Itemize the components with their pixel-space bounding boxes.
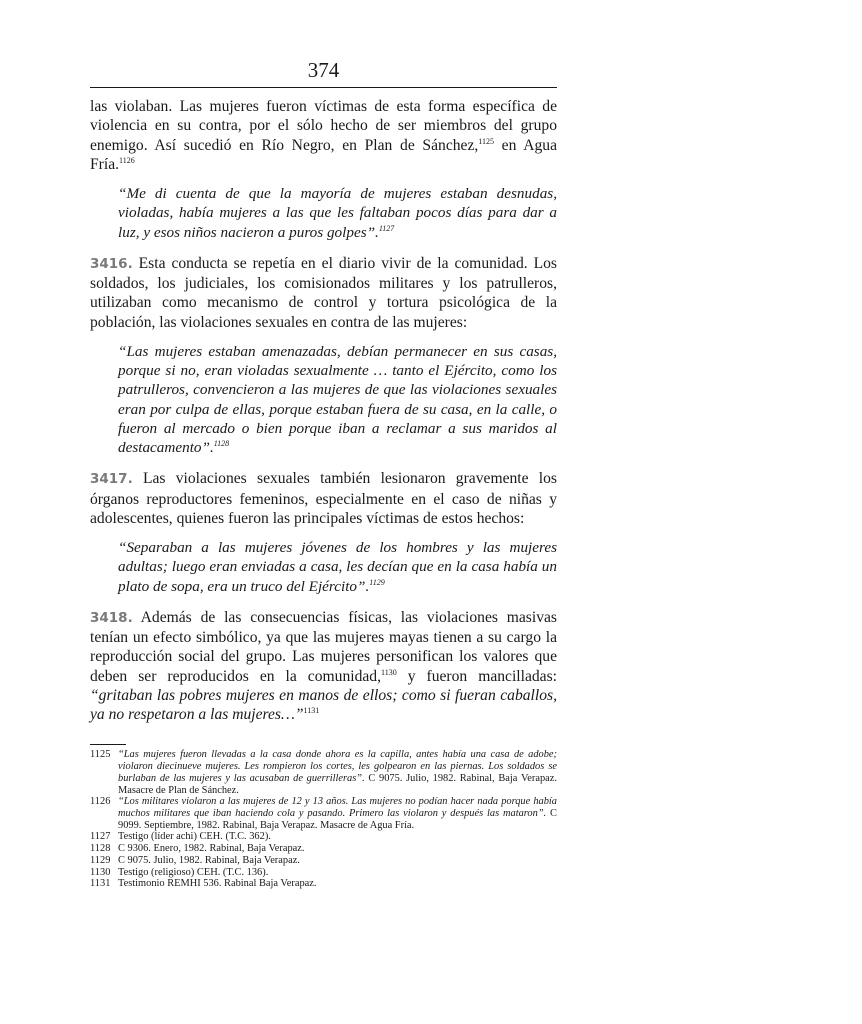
footnote-source: C 9075. Julio, 1982. Rabinal, Baja Verapaz. Masacre de Plan de Sánchez. (118, 772, 557, 796)
footnote-item (90, 796, 557, 831)
footnote-number: 1126 (90, 796, 111, 808)
paragraph-number: 3418. (90, 609, 133, 626)
footnote-rule (90, 744, 126, 745)
footnote-source: C 9099. Septiembre, 1982. Rabinal, Baja Verapaz. Masacre de Agua Fría. (118, 808, 557, 831)
footnote-number: 1130 (90, 866, 111, 878)
footnote-quote: “Las mujeres fueron llevadas a la casa donde ahora es la capilla, antes había una casa de adobe; violaron diecinueve mujeres. Les rompieron los cortes, les golpearon en las piernas. Los soldados se burlaban de las mujeres y las acusaban de guerrilleras”. (118, 749, 557, 784)
page-number: 374 (307, 58, 340, 82)
footnote-item (90, 867, 557, 879)
footnote-quote: “Los militares violaron a las mujeres de 12 y 13 años. Las mujeres no podían hacer nada porque había muchos militares que iban haciendo cola y pasando. Primero las violaron y después las mataron”. (118, 796, 557, 819)
quote-text: “Las mujeres estaban amenazadas, debían permanecer en sus casas, porque si no, eran violadas sexualmente … tanto el Ejército, como los patrulleros, convencieron a las mujeres de que las violaciones sexuales eran por culpa de ellas, porque estaban fuera de su casa, en la calle, o fueron al mercado o bien porque iban a reclamar a sus maridos al destacamento”. (118, 342, 557, 456)
footnote-item (90, 878, 557, 890)
footnote-text: Testimonio REMHI 536. Rabinal Baja Verapaz. (118, 878, 317, 890)
paragraph-3417 (90, 469, 557, 528)
inline-quote: “gritaban las pobres mujeres en manos de ellos; como si fueran caballos, ya no respetaron a las mujeres…” (90, 686, 557, 724)
header-rule (90, 87, 557, 88)
footnote-number: 1129 (90, 854, 111, 866)
paragraph-number: 3416. (90, 255, 133, 272)
footnote-number: 1131 (90, 878, 111, 890)
footnote-text: Testigo (líder achi) CEH. (T.C. 362). (118, 831, 271, 843)
footnote-ref[interactable]: 1126 (119, 155, 135, 165)
paragraph-text-mid: y fueron mancilladas: (396, 667, 558, 685)
paragraph-text: Las violaciones sexuales también lesionaron gravemente los órganos reproductores femeninos, especialmente en el caso de niñas y adolescentes, quienes fueron las principales víctimas de estos hechos: (90, 470, 557, 527)
quote-text: “Separaban a las mujeres jóvenes de los hombres y las mujeres adultas; luego eran enviadas a casa, les decían que en la casa había un plato de sopa, era un truco del Ejército”. (118, 539, 557, 595)
footnote-text: C 9306. Enero, 1982. Rabinal, Baja Verapaz. (118, 843, 305, 855)
footnote-item (90, 843, 557, 855)
paragraph-3416 (90, 254, 557, 332)
footnote-item (90, 749, 557, 796)
intro-text: las violaban. Las mujeres fueron víctimas de esta forma específica de violencia en su contra, por el sólo hecho de ser miembros del grupo enemigo. Así sucedió en Río Negro, en Plan de Sánchez, (90, 98, 557, 154)
paragraph-number: 3417. (90, 471, 133, 488)
testimony-quote-1 (118, 184, 557, 242)
footnote-ref[interactable]: 1125 (478, 136, 494, 146)
footnote-ref[interactable]: 1130 (381, 667, 397, 677)
footnote-item (90, 831, 557, 843)
paragraph-text: Además de las consecuencias físicas, las violaciones masivas tenían un efecto simbólico, ya que las mujeres mayas tienen a su cargo la reproducción social del grupo. Las mujeres personifican los valores que deben ser reproducidos en la comunidad, (90, 608, 557, 685)
footnote-item (90, 855, 557, 867)
quote-text: “Me di cuenta de que la mayoría de mujeres estaban desnudas, violadas, había mujeres a las que les faltaban pocos días para dar a luz, y esos niños nacieron a puros golpes”. (118, 185, 557, 241)
footnote-text: C 9075. Julio, 1982. Rabinal, Baja Verapaz. (118, 854, 300, 866)
paragraph-text: Esta conducta se repetía en el diario vivir de la comunidad. Los soldados, los judiciales, los comisionados militares y los patrulleros, utilizaban como mecanismo de control y tortura psicológica de la población, las violaciones sexuales en contra de las mujeres: (90, 254, 557, 331)
paragraph-3418 (90, 608, 557, 725)
footnotes (90, 749, 557, 889)
footnote-ref[interactable]: 1129 (369, 577, 385, 587)
footnote-ref[interactable]: 1131 (303, 706, 320, 716)
footnote-number: 1127 (90, 831, 111, 843)
intro-text-mid: en Agua Fría. (90, 136, 557, 173)
footnote-ref[interactable]: 1128 (213, 439, 230, 448)
footnote-text (112, 796, 557, 831)
testimony-quote-2 (118, 342, 557, 457)
document-page (90, 55, 557, 890)
footnote-number: 1125 (90, 749, 111, 761)
footnote-text (118, 749, 557, 796)
intro-paragraph (90, 97, 557, 174)
footnote-number: 1128 (90, 843, 111, 855)
footnote-text: Testigo (religioso) CEH. (T.C. 136). (118, 866, 269, 878)
testimony-quote-3 (118, 538, 557, 596)
footnote-ref[interactable]: 1127 (378, 223, 395, 233)
